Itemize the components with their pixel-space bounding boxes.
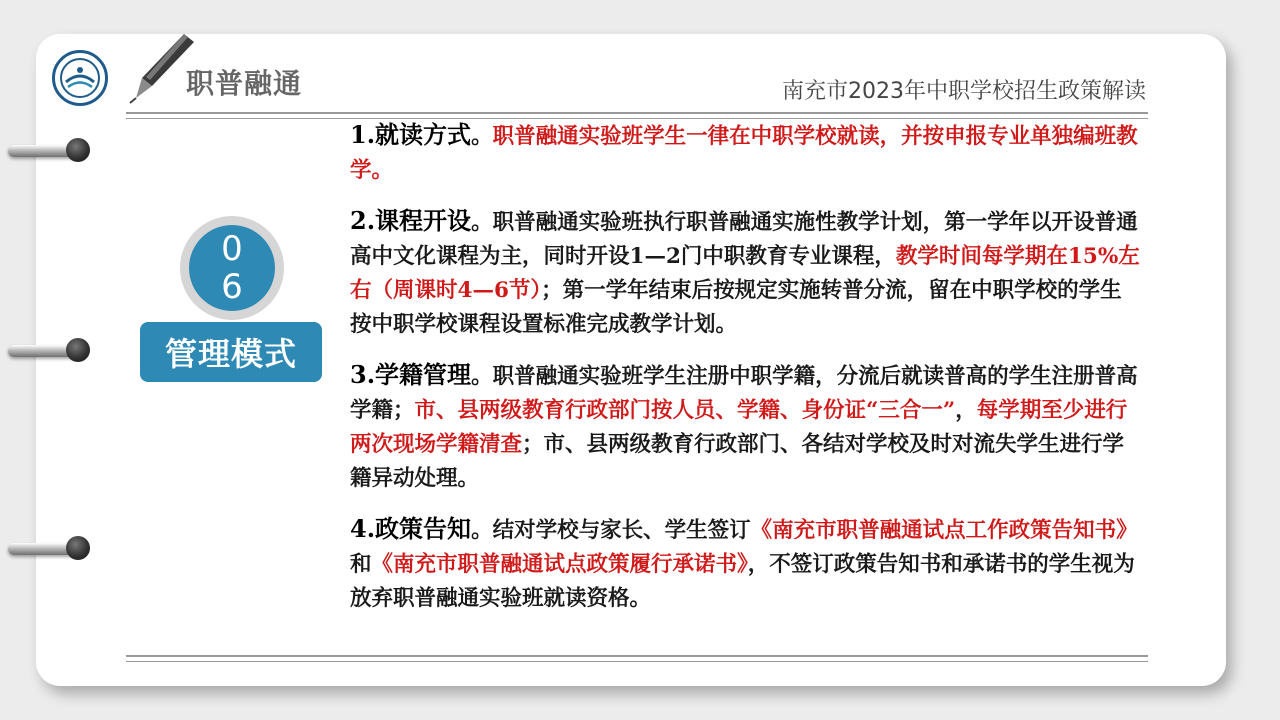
binder-ring [8,336,96,366]
binder-ring [8,534,96,564]
page-subtitle: 南充市2023年中职学校招生政策解读 [782,79,1146,104]
body-text: ， [955,398,977,423]
paragraph-1: 1.就读方式。职普融通实验班学生一律在中职学校就读，并按申报专业单独编班教学。 [350,120,1138,183]
section-number-bottom: 6 [221,267,243,307]
highlight-text: 每学期至少进行两次现场学籍清查 [350,398,1128,457]
policy-content [350,118,1140,632]
page-title: 职普融通 [186,67,303,100]
school-logo-icon [52,50,108,106]
body-text: 职普融通实验班学生注册中职学籍，分流后就读普高的学生注册普高学籍； [350,364,1138,423]
section-number-badge [180,216,284,320]
highlight-text: 《南充市职普融通试点政策履行承诺书》 [371,552,748,577]
paragraph-heading: 2.课程开设 [350,206,472,235]
divider-bottom [126,655,1148,662]
highlight-text: 《南充市职普融通试点工作政策告知书》 [750,518,1138,543]
paragraph-heading: 4.政策告知 [350,514,472,543]
body-text: 结对学校与家长、学生签订 [492,518,751,543]
paragraph-heading: 3.学籍管理 [350,360,472,389]
paragraph-4: 4.政策告知。结对学校与家长、学生签订《南充市职普融通试点工作政策告知书》和《南充市职普融通试点政策履行承诺书》，不签订政策告知书和承诺书的学生视为放弃职普融通实验班就读资格。 [350,514,1138,611]
paragraph-2: 2.课程开设。职普融通实验班执行职普融通实施性教学计划，第一学年以开设普通高中文化课程为主，同时开设1—2门中职教育专业课程，教学时间每学期在15%左右（周课时4—6节）；第一学年结束后按规定实施转普分流，留在中职学校的学生按中职学校课程设置标准完成教学计划。 [350,206,1140,337]
paragraph-heading: 1.就读方式 [350,120,472,149]
body-text: ；第一学年结束后按规定实施转普分流，留在中职学校的学生按中职学校课程设置标准完成教学计划。 [350,278,1122,337]
body-text: 职普融通实验班执行职普融通实施性教学计划，第一学年以开设普通高中文化课程为主，同时开设1—2门中职教育专业课程， [350,210,1138,269]
body-text: ；市、县两级教育行政部门、各结对学校及时对流失学生进行学籍异动处理。 [350,432,1125,491]
section-label: 管理模式 [140,322,322,382]
highlight-text: 教学时间每学期在15%左右（周课时4—6节） [350,244,1140,303]
highlight-text: 职普融通实验班学生一律在中职学校就读，并按申报专业单独编班教学。 [350,124,1138,183]
body-text: ，不签订政策告知书和承诺书的学生视为放弃职普融通实验班就读资格。 [350,552,1135,611]
section-number-top: 0 [221,229,243,269]
paragraph-3: 3.学籍管理。职普融通实验班学生注册中职学籍，分流后就读普高的学生注册普高学籍；市、县两级教育行政部门按人员、学籍、身份证“三合一”，每学期至少进行两次现场学籍清查；市、县两级教育行政部门、各结对学校及时对流失学生进行学籍异动处理。 [350,360,1138,491]
body-text: 和 [350,552,372,577]
highlight-text: 市、县两级教育行政部门按人员、学籍、身份证“三合一” [414,398,956,423]
binder-ring [8,136,96,166]
